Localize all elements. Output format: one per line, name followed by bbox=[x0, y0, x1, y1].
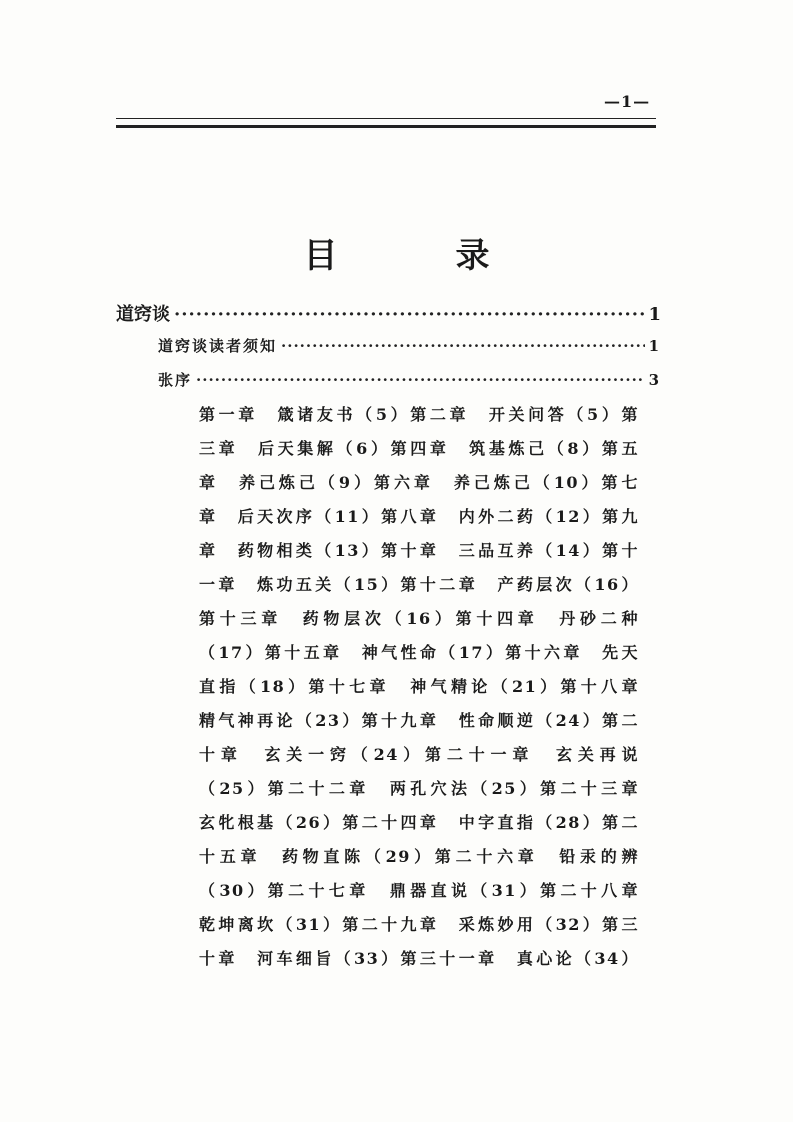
toc-entry-label: 道窍谈读者须知 bbox=[158, 337, 278, 355]
chapter-line: 十章 河车细旨（33）第三十一章 真心论（34） bbox=[199, 949, 639, 968]
chapter-line: 章 后天次序（11）第八章 内外二药（12）第九 bbox=[199, 507, 639, 526]
chapter-line: 十五章 药物直陈（29）第二十六章 铅汞的辨 bbox=[199, 847, 639, 866]
dot-leader bbox=[281, 337, 645, 355]
chapter-line: （25）第二十二章 两孔穴法（25）第二十三章 bbox=[199, 779, 639, 798]
chapter-line: 一章 炼功五关（15）第十二章 产药层次（16） bbox=[199, 575, 639, 594]
chapter-list bbox=[199, 398, 639, 976]
toc-entry-main[interactable] bbox=[116, 300, 661, 326]
chapter-line: 第十三章 药物层次（16）第十四章 丹砂二种 bbox=[199, 609, 639, 628]
toc-entry-page: 1 bbox=[648, 337, 661, 355]
chapter-line: 精气神再论（23）第十九章 性命顺逆（24）第二 bbox=[199, 711, 639, 730]
chapter-line: 三章 后天集解（6）第四章 筑基炼己（8）第五 bbox=[199, 439, 639, 458]
toc-entry-label: 张序 bbox=[158, 371, 193, 389]
toc-entry-readers-notice[interactable] bbox=[158, 335, 661, 356]
chapter-line: （17）第十五章 神气性命（17）第十六章 先天 bbox=[199, 643, 639, 662]
chapter-line: （30）第二十七章 鼎器直说（31）第二十八章 bbox=[199, 881, 639, 900]
dot-leader bbox=[174, 304, 644, 325]
header-rule bbox=[116, 118, 656, 128]
chapter-line: 第一章 箴诸友书（5）第二章 开关问答（5）第 bbox=[199, 405, 639, 424]
chapter-line: 十章 玄关一窍（24）第二十一章 玄关再说 bbox=[199, 745, 639, 764]
toc-entry-preface[interactable] bbox=[158, 369, 661, 390]
chapter-line: 章 药物相类（13）第十章 三品互养（14）第十 bbox=[199, 541, 639, 560]
chapter-line: 乾坤离坎（31）第二十九章 采炼妙用（32）第三 bbox=[199, 915, 639, 934]
page-title: 目 录 bbox=[303, 236, 532, 276]
dot-leader bbox=[196, 371, 645, 389]
chapter-line: 章 养己炼己（9）第六章 养己炼己（10）第七 bbox=[199, 473, 639, 492]
chapter-line: 直指（18）第十七章 神气精论（21）第十八章 bbox=[199, 677, 639, 696]
toc-entry-page: 1 bbox=[648, 304, 661, 325]
toc-entry-label: 道窍谈 bbox=[116, 304, 170, 325]
page-number: —1— bbox=[604, 92, 651, 111]
chapter-line: 玄牝根基（26）第二十四章 中字直指（28）第二 bbox=[199, 813, 639, 832]
toc-entry-page: 3 bbox=[648, 371, 661, 389]
